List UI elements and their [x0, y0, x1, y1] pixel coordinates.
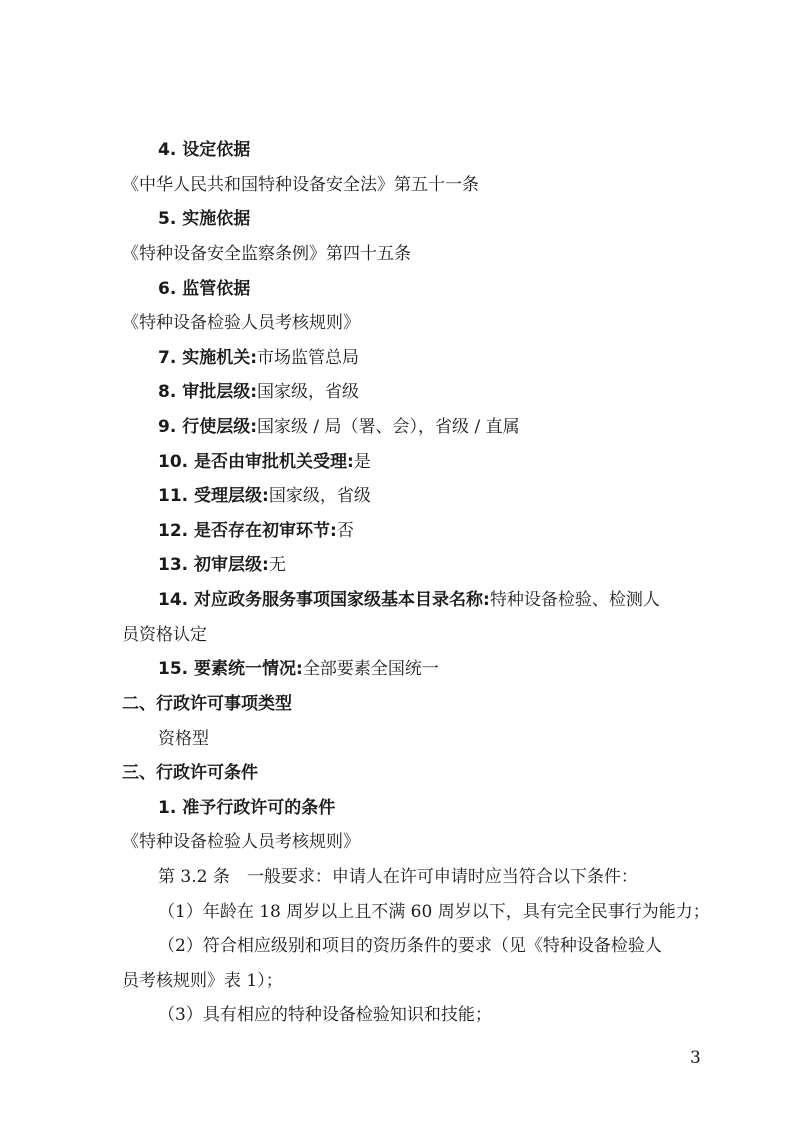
item-14-value: 特种设备检验、检测人	[489, 590, 660, 610]
section-2-heading: 二、行政许可事项类型	[122, 694, 292, 714]
item-4	[0, 139, 794, 161]
section-3-sub1-label: 1. 准予行政许可的条件	[158, 798, 336, 818]
item-5-text: 《特种设备安全监察条例》第四十五条	[122, 244, 411, 264]
item-11-label: 11. 受理层级:	[158, 486, 269, 506]
item-7-label: 7. 实施机关:	[158, 348, 258, 368]
clause-3-2: 第 3.2 条 一般要求：申请人在许可申请时应当符合以下条件：	[158, 867, 638, 887]
item-11-value: 国家级，省级	[268, 486, 371, 506]
item-7	[0, 347, 794, 369]
item-10-label: 10. 是否由审批机关受理:	[158, 452, 354, 472]
item-8-label: 8. 审批层级:	[158, 382, 258, 402]
item-15-label: 15. 要素统一情况:	[158, 659, 303, 679]
item-14-label: 14. 对应政务服务事项国家级基本目录名称:	[158, 590, 490, 610]
item-9-label: 9. 行使层级:	[158, 417, 258, 437]
item-6-label: 6. 监管依据	[158, 279, 251, 299]
item-9-value: 国家级 / 局（署、会），省级 / 直属	[257, 417, 520, 437]
item-13-label: 13. 初审层级:	[158, 555, 269, 575]
item-9	[0, 416, 794, 438]
item-5	[0, 208, 794, 230]
condition-2: （2）符合相应级别和项目的资历条件的要求（见《特种设备检验人	[158, 936, 662, 956]
section-3-sub1-source: 《特种设备检验人员考核规则》	[122, 832, 360, 852]
condition-3: （3）具有相应的特种设备检验知识和技能；	[158, 1005, 492, 1025]
item-15	[0, 658, 794, 680]
item-6-text: 《特种设备检验人员考核规则》	[122, 313, 360, 333]
item-7-value: 市场监管总局	[257, 348, 360, 368]
item-4-text: 《中华人民共和国特种设备安全法》第五十一条	[122, 175, 479, 195]
item-8	[0, 381, 794, 403]
item-12-label: 12. 是否存在初审环节:	[158, 521, 337, 541]
condition-1: （1）年龄在 18 周岁以上且不满 60 周岁以下，具有完全民事行为能力；	[158, 902, 710, 922]
item-10-value: 是	[353, 452, 371, 472]
item-14-value-cont: 员资格认定	[122, 625, 207, 645]
section-2-text: 资格型	[158, 729, 209, 749]
item-15-value: 全部要素全国统一	[302, 659, 439, 679]
condition-2-cont: 员考核规则》表 1）；	[122, 971, 283, 991]
item-8-value: 国家级，省级	[257, 382, 360, 402]
item-4-label: 4. 设定依据	[158, 140, 251, 160]
item-13	[0, 554, 794, 576]
section-3-heading: 三、行政许可条件	[122, 763, 258, 783]
item-12-value: 否	[336, 521, 354, 541]
item-10	[0, 451, 794, 473]
item-12	[0, 520, 794, 542]
item-11	[0, 485, 794, 507]
item-13-value: 无	[268, 555, 286, 575]
item-6	[0, 278, 794, 300]
page-number: 3	[690, 1048, 701, 1068]
item-5-label: 5. 实施依据	[158, 209, 251, 229]
item-14	[0, 589, 794, 611]
